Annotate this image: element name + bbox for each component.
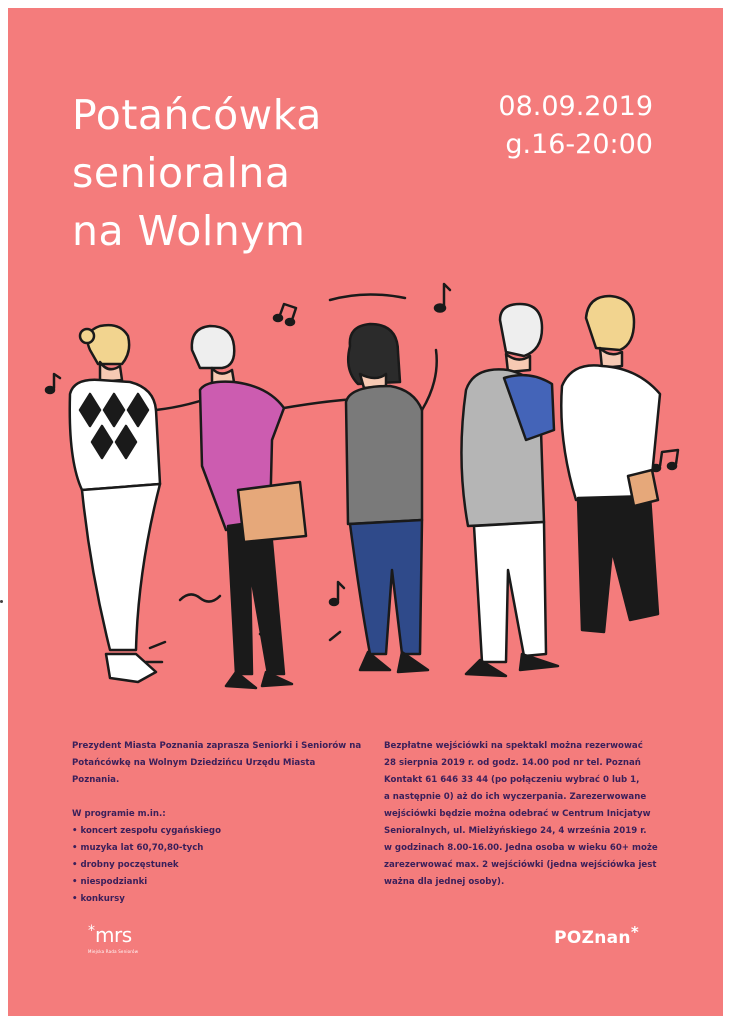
music-note-icon bbox=[330, 582, 344, 605]
title-line-2: senioralna bbox=[72, 149, 291, 197]
poznan-logo bbox=[554, 923, 639, 948]
program-item: • koncert zespołu cygańskiego bbox=[72, 823, 362, 840]
program-heading: W programie m.in.: bbox=[72, 809, 166, 819]
dancer-2 bbox=[192, 326, 370, 688]
intro-line-2: Potańcówkę na Wolnym Dziedzińcu Urzędu Miasta Poznania. bbox=[72, 758, 316, 785]
dancing-seniors-illustration bbox=[30, 270, 700, 700]
event-title bbox=[72, 86, 322, 260]
mrs-logo bbox=[88, 923, 138, 954]
dancer-4 bbox=[461, 304, 558, 676]
intro-line-1: Prezydent Miasta Poznania zaprasza Seniorki i Seniorów na bbox=[72, 741, 362, 751]
music-note-icon bbox=[435, 284, 450, 312]
reservation-line: Senioralnych, ul. Mielżyńskiego 24, 4 września 2019 r. bbox=[384, 826, 647, 836]
invitation-text bbox=[72, 738, 362, 908]
reservation-line: wejściówki będzie można odebrać w Centrum Inicjatyw bbox=[384, 809, 651, 819]
title-line-3: na Wolnym bbox=[72, 207, 306, 255]
poster bbox=[8, 8, 723, 1016]
program-item: • konkursy bbox=[72, 891, 362, 908]
event-datetime bbox=[498, 88, 653, 164]
program-item: • drobny poczęstunek bbox=[72, 857, 362, 874]
star-icon: * bbox=[630, 923, 639, 941]
crop-mark bbox=[0, 600, 3, 603]
reservation-line: Bezpłatne wejściówki na spektakl można rezerwować bbox=[384, 741, 643, 751]
music-note-icon bbox=[652, 450, 678, 471]
program-item: • niespodzianki bbox=[72, 874, 362, 891]
reservation-line: a następnie 0) aż do ich wyczerpania. Zarezerwowane bbox=[384, 792, 647, 802]
dancer-1 bbox=[70, 325, 220, 682]
star-icon: * bbox=[88, 923, 95, 939]
dancer-3 bbox=[346, 324, 437, 672]
title-line-1: Potańcówka bbox=[72, 91, 322, 139]
reservation-line: ważna dla jednej osoby). bbox=[384, 877, 505, 887]
mrs-logo-subtitle: Miejska Rada Seniorów bbox=[88, 949, 139, 954]
reservation-line: 28 sierpnia 2019 r. od godz. 14.00 pod nr tel. Poznań bbox=[384, 758, 641, 768]
program-item: • muzyka lat 60,70,80-tych bbox=[72, 840, 362, 857]
reservation-line: Kontakt 61 646 33 44 (po połączeniu wybrać 0 lub 1, bbox=[384, 775, 640, 785]
poznan-logo-text: POZnan bbox=[554, 928, 631, 948]
reservation-text bbox=[384, 738, 664, 891]
mrs-logo-text: mrs bbox=[95, 923, 132, 947]
event-time: g.16-20:00 bbox=[505, 129, 653, 160]
dancer-5 bbox=[561, 296, 660, 632]
event-date: 08.09.2019 bbox=[498, 91, 653, 122]
reservation-line: w godzinach 8.00-16.00. Jedna osoba w wieku 60+ może bbox=[384, 843, 658, 853]
music-note-icon bbox=[46, 374, 60, 393]
reservation-line: zarezerwować max. 2 wejściówki (jedna wejściówka jest bbox=[384, 860, 657, 870]
music-note-icon bbox=[274, 304, 296, 325]
